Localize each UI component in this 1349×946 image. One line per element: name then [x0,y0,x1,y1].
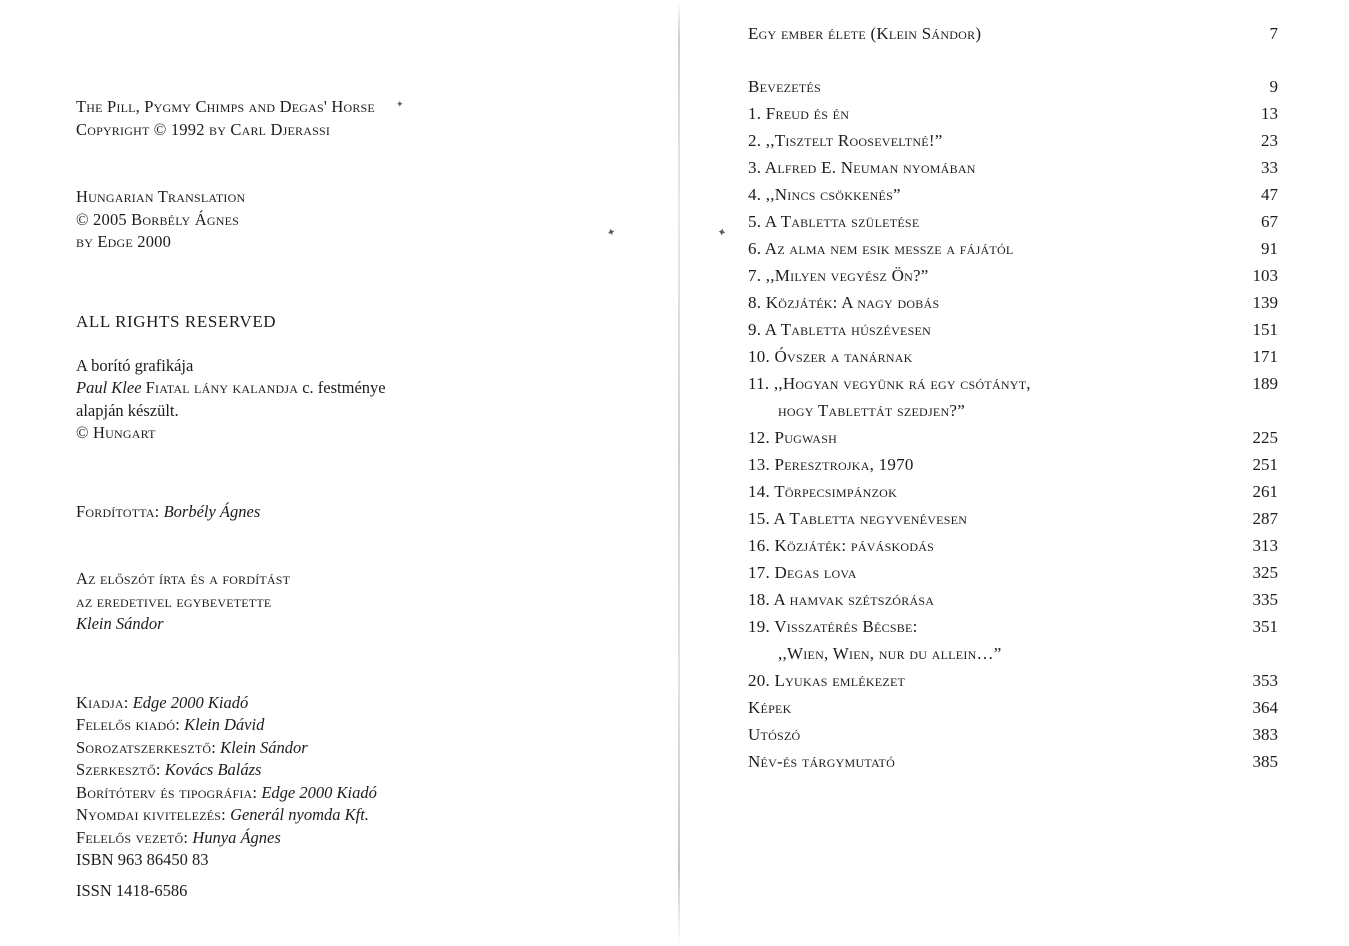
original-title-line: The Pill, Pygmy Chimps and Degas' Horse [76,97,375,116]
toc-entry[interactable] [748,586,1278,613]
imprint-value: Kovács Balázs [164,760,262,779]
cover-credit-line1: A borító grafikája [76,355,194,375]
toc-entry-continuation: hogy Tablettát szedjen?” [778,401,965,420]
spacer [76,636,546,692]
toc-entry-page: 103 [1252,266,1278,285]
toc-entry[interactable] [748,721,1278,748]
translation-label: Hungarian Translation [76,187,246,206]
spacer [748,47,1278,73]
toc-entry-page: 335 [1252,590,1278,609]
toc-entry[interactable] [748,748,1278,775]
toc-entry-page: 151 [1252,320,1278,339]
toc-entry[interactable] [748,694,1278,721]
isbn-number: ISBN 963 86450 83 [76,850,209,869]
toc-entry-foreword[interactable] [748,20,1278,47]
toc-entry[interactable] [748,235,1278,262]
imprint-value: Klein Dávid [184,715,265,734]
spacer [76,333,546,355]
imprint-value: Klein Sándor [220,737,308,757]
imprint-row [76,782,546,805]
preface-line1: Az előszót írta és a fordítást [76,569,291,588]
toc-entry-page: 385 [1252,752,1278,771]
cover-credit-hungart: © Hungart [76,423,156,442]
toc-entry-page: 7 [1269,24,1278,43]
imprint-label: Kiadja: [76,692,129,712]
imprint-value: Hunya Ágnes [192,827,281,847]
toc-entry-page: 225 [1252,428,1278,447]
toc-entry-label: Képek [748,698,792,717]
toc-entry-page: 47 [1261,185,1278,204]
toc-entry[interactable] [748,316,1278,343]
toc-entry[interactable] [748,451,1278,478]
toc-entry-label: Egy ember élete (Klein Sándor) [748,24,982,43]
translator-name: Borbély Ágnes [163,501,261,521]
translation-credit-block [76,186,546,254]
toc-entry-page: 67 [1261,212,1278,231]
imprint-row [76,714,546,737]
cover-artwork-title: Fiatal lány kalandja [145,378,299,397]
toc-entry-label: Utószó [748,725,801,744]
toc-entry-label: 17. Degas lova [748,563,857,582]
toc-entry[interactable] [748,127,1278,154]
translator-label: Fordította: [76,501,160,521]
imprint-value: Edge 2000 Kiadó [132,692,249,712]
toc-entry[interactable] [748,532,1278,559]
spacer [76,445,546,501]
imprint-label: Nyomdai kivitelezés: [76,805,226,824]
toc-entry-page: 189 [1252,374,1278,393]
toc-entry[interactable] [748,100,1278,127]
toc-entry-label: 6. Az alma nem esik messze a fájától [748,239,1014,258]
imprint-row [76,759,546,782]
toc-entry[interactable] [748,667,1278,694]
toc-entry-label: 19. Visszatérés Bécsbe: [748,617,918,636]
toc-entry-label: 12. Pugwash [748,428,838,447]
toc-entry-page: 33 [1261,158,1278,177]
cover-credit-line3: alapján készült. [76,400,179,420]
toc-entry-page: 251 [1252,455,1278,474]
original-copyright-line: Copyright © 1992 by Carl Djerassi [76,119,331,139]
toc-entry[interactable] [748,208,1278,235]
preface-line2: az eredetivel egybevetette [76,591,272,611]
scan-speck-icon: ✦ [396,99,404,109]
cover-credit-line2 [76,377,546,400]
cover-artist-name: Paul Klee [76,378,142,397]
imprint-value: Edge 2000 Kiadó [261,782,377,802]
imprint-block [76,692,546,903]
toc-entry[interactable] [748,289,1278,316]
toc-entry-label: 13. Peresztrojka, 1970 [748,455,914,474]
toc-entry-page: 383 [1252,725,1278,744]
imprint-row [76,737,546,760]
colophon-block [76,96,546,902]
spacer [76,141,546,186]
imprint-value: Generál nyomda Kft. [230,805,369,824]
toc-entry[interactable] [748,181,1278,208]
toc-entry-page: 287 [1252,509,1278,528]
toc-entry-label: 14. Törpecsimpánzok [748,482,898,501]
scan-speck-icon: ✦ [605,225,618,241]
toc-entry-page: 91 [1261,239,1278,258]
toc-entry-label: 2. ,,Tisztelt Rooseveltné!” [748,131,943,150]
cover-credit-block [76,355,546,445]
preface-author-name: Klein Sándor [76,614,164,633]
toc-entry-label: 18. A hamvak szétszórása [748,590,935,609]
toc-entry-label: 8. Közjáték: A nagy dobás [748,293,940,312]
right-page-table-of-contents [678,0,1349,946]
toc-entry-page: 23 [1261,131,1278,150]
toc-entry-label: 10. Óvszer a tanárnak [748,347,913,366]
toc-entry[interactable] [748,73,1278,100]
cover-credit-tail: c. festménye [302,378,386,397]
toc-entry[interactable] [748,478,1278,505]
issn-number: ISSN 1418-6586 [76,880,188,900]
toc-entry[interactable] [748,613,1278,640]
toc-entry-page: 139 [1252,293,1278,312]
toc-entry-label: 1. Freud és én [748,104,850,123]
toc-entry-page: 325 [1252,563,1278,582]
toc-entry-label: 5. A Tabletta születése [748,212,920,231]
toc-entry-label: 4. ,,Nincs csökkenés” [748,185,901,204]
toc-entry[interactable] [748,559,1278,586]
toc-entry-continuation: ,,Wien, Wien, nur du allein…” [778,644,1002,663]
imprint-label: Borítóterv és tipográfia: [76,782,258,802]
translation-publisher: by Edge 2000 [76,232,172,251]
toc-entry-page: 313 [1252,536,1278,555]
toc-entry-label: Név-és tárgymutató [748,752,896,771]
imprint-label: Felelős kiadó: [76,715,181,734]
toc-entry[interactable] [748,154,1278,181]
toc-entry-label: 20. Lyukas emlékezet [748,671,906,690]
preface-credit-block [76,568,546,636]
imprint-row [76,692,546,715]
toc-entry-page: 364 [1252,698,1278,717]
original-title-block [76,96,546,141]
toc-entry[interactable] [748,370,1278,397]
spacer [76,254,546,310]
toc-entry-page: 171 [1252,347,1278,366]
toc-entry[interactable] [748,424,1278,451]
imprint-label: Sorozatszerkesztő: [76,737,217,757]
imprint-row [76,804,546,827]
toc-entry-label: 7. ,,Milyen vegyész Ön?” [748,266,929,285]
toc-entry-page: 13 [1261,104,1278,123]
toc-entry-page: 261 [1252,482,1278,501]
toc-entry-page: 9 [1269,77,1278,96]
spacer [76,523,546,568]
all-rights-reserved: ALL RIGHTS RESERVED [76,311,277,331]
toc-entry-label: Bevezetés [748,77,821,96]
toc-entry-label: 11. ,,Hogyan vegyünk rá egy csótányt, [748,374,1031,393]
toc-entry[interactable] [748,343,1278,370]
toc-entry-page: 353 [1252,671,1278,690]
imprint-label: Felelős vezető: [76,827,189,847]
table-of-contents [748,20,1278,775]
toc-entry[interactable] [748,505,1278,532]
toc-entry-page: 351 [1252,617,1278,636]
translator-credit [76,501,546,524]
scan-speck-icon: ✦ [715,226,728,240]
imprint-label: Szerkesztő: [76,760,161,779]
toc-entry[interactable] [748,262,1278,289]
toc-entry-label: 15. A Tabletta negyvenévesen [748,509,968,528]
translation-copyright: © 2005 Borbély Ágnes [76,209,239,229]
toc-entry-label: 16. Közjáték: páváskodás [748,536,935,555]
imprint-row [76,827,546,850]
toc-entry-label: 3. Alfred E. Neuman nyomában [748,158,976,177]
toc-entry-label: 9. A Tabletta húszévesen [748,320,932,339]
